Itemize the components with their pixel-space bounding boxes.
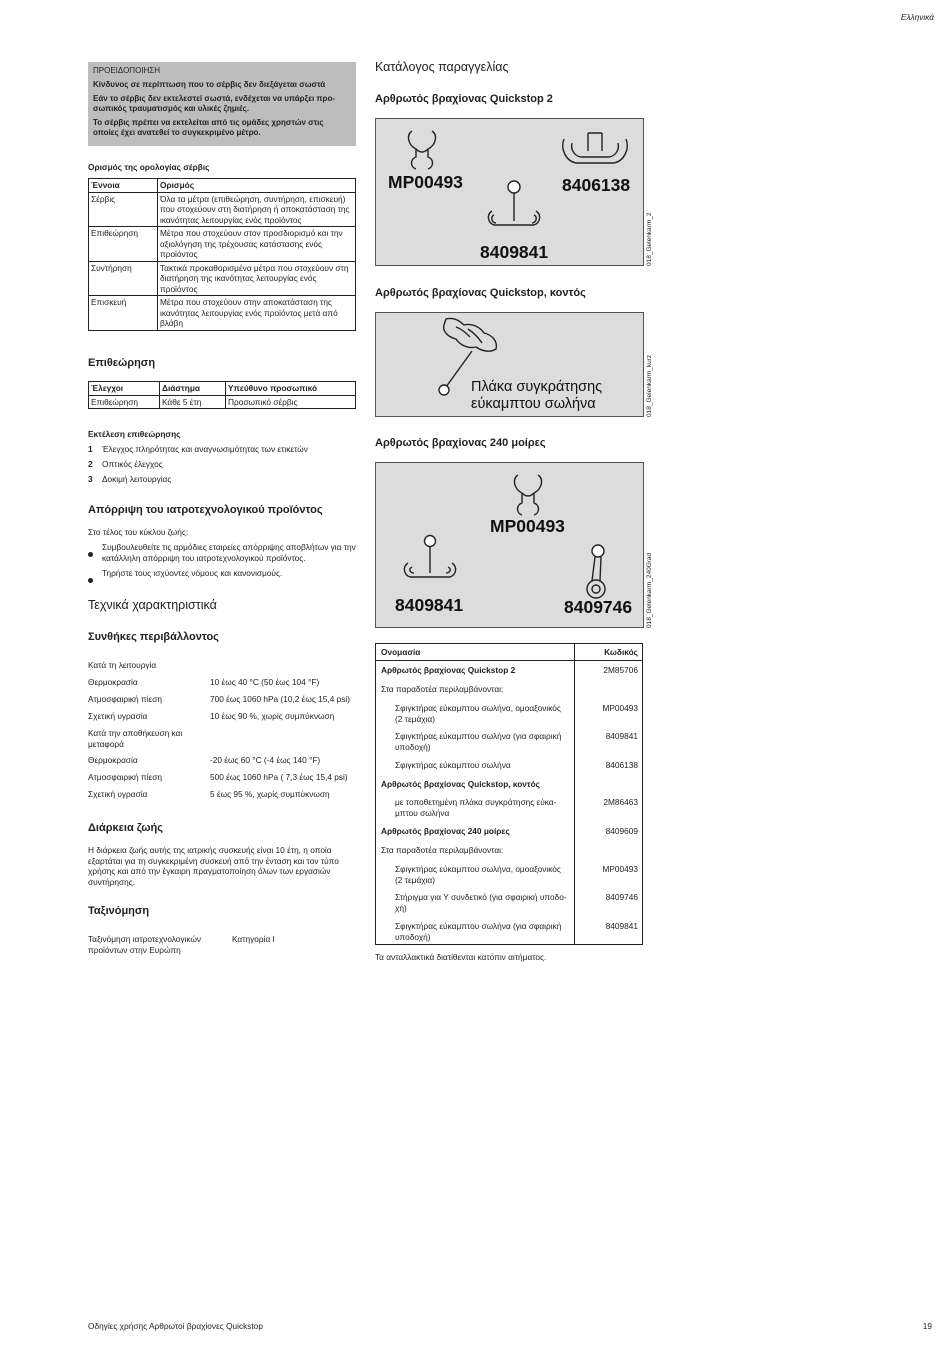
- order-row-code: 8409746: [605, 892, 638, 902]
- warning-line3: Το σέρβις πρέπει να εκτελείται από τις ομάδες χρηστών στις οποίες έχει ανατεθεί το συγκεκριμένο μέτρο.: [93, 118, 324, 137]
- page-number: 19: [922, 1321, 932, 1331]
- order-row-name: Στα παραδοτέα περιλαμβάνονται:: [381, 845, 504, 855]
- table-cell: Επιθεώρηση: [89, 395, 160, 409]
- figure-240-degrees: [375, 462, 644, 628]
- service-terms-table: [88, 178, 356, 331]
- disposal-title: Απόρριψη του ιατροτεχνολογικού προϊόντος: [88, 504, 323, 516]
- order-row-code: 8409609: [605, 826, 638, 836]
- fig1-caption: 018_Gelenkarm_2: [646, 212, 653, 266]
- footer-title: Οδηγίες χρήσης Αρθρωτοί βραχίονες Quickstop: [88, 1321, 263, 1331]
- inspection-table: [88, 381, 356, 409]
- order-row-name: Σφιγκτήρας εύκαμπτου σωλήνα (για σφαιρική υποδοχή): [395, 731, 562, 752]
- step-item: [88, 474, 171, 485]
- spec-value: 10 έως 90 %, χωρίς συμπύκνωση: [210, 711, 335, 721]
- table-row: [89, 296, 356, 331]
- fig1-title: Αρθρωτός βραχίονας Quickstop 2: [375, 93, 553, 105]
- step-number: 3: [88, 474, 93, 484]
- spec-value: 5 έως 95 %, χωρίς συμπύκνωση: [210, 789, 330, 799]
- order-row-code: MP00493: [602, 703, 638, 713]
- holding-plate-label: [471, 379, 602, 413]
- column-header: Ορισμός: [158, 179, 356, 193]
- table-row: [89, 227, 356, 262]
- order-row-name: Σφιγκτήρας εύκαμπτου σωλήνα, ομοαξονικός (2 τεμάχια): [395, 703, 561, 724]
- holding-plate-label-line2: εύκαμπτου σωλήνα: [471, 396, 596, 412]
- lifetime-title: Διάρκεια ζωής: [88, 822, 163, 834]
- table-row: [89, 192, 356, 227]
- term-cell: Επιθεώρηση: [89, 227, 158, 262]
- spec-label: Σχετική υγρασία: [88, 789, 148, 799]
- inspection-title: Επιθεώρηση: [88, 357, 156, 369]
- classification-value: Κατηγορία I: [232, 934, 275, 944]
- catalog-title: Κατάλογος παραγγελίας: [375, 60, 509, 74]
- definition-cell: Τακτικά προκαθορισμένα μέτρα που στοχεύουν στη διατήρηση της ικανότητας λειτουργίας ενός προϊόντος: [158, 261, 356, 296]
- spec-label: Θερμοκρασία: [88, 755, 138, 765]
- step-text: Έλεγχος πληρότητας και αναγνωσιμότητας των ετικετών: [102, 444, 308, 454]
- bullet-icon: [88, 552, 93, 557]
- definition-cell: Όλα τα μέτρα (επιθεώρηση, συντήρηση, επισκευή) που στοχεύουν στη διατήρηση ή αποκατάσταση της ικανότητας λειτουργίας ενός προϊόντος: [158, 192, 356, 227]
- language-label: Ελληνικά: [900, 12, 934, 22]
- definition-cell: Μέτρα που στοχεύουν στην αποκατάσταση της ικανότητας λειτουργίας ενός προϊόντος μετά από βλάβη: [158, 296, 356, 331]
- storage-label: Κατά την αποθήκευση και μεταφορά: [88, 728, 183, 749]
- term-cell: Σέρβις: [89, 192, 158, 227]
- lifetime-text: Η διάρκεια ζωής αυτής της ιατρικής συσκευής είναι 10 έτη, η οποία εξαρτάται για τη συγκεκριμένη συσκευή από την ένταση και τον τύπο χρήσης και από την έγκαιρη πραγματοποίηση όλων των εργασιών συντήρησης.: [88, 845, 339, 887]
- spec-value: 10 έως 40 °C (50 έως 104 °F): [210, 677, 320, 687]
- order-row-name: Αρθρωτός βραχίονας 240 μοίρες: [381, 826, 510, 836]
- table-cell: Κάθε 5 έτη: [160, 395, 226, 409]
- label-mp00493: MP00493: [490, 516, 565, 536]
- column-header: Έλεγχοι: [89, 382, 160, 396]
- disposal-intro: Στο τέλος του κύκλου ζωής:: [88, 527, 189, 537]
- classification-label: Ταξινόμηση ιατροτεχνολογικών προϊόντων στην Ευρώπη: [88, 934, 202, 955]
- environment-title: Συνθήκες περιβάλλοντος: [88, 631, 219, 643]
- order-row-code: 8409841: [605, 731, 638, 741]
- order-row-name: Σφιγκτήρας εύκαμπτου σωλήνα: [395, 760, 511, 770]
- step-number: 1: [88, 444, 93, 454]
- table-cell: Προσωπικό σέρβις: [226, 395, 356, 409]
- table-row: [89, 395, 356, 409]
- label-8409841: 8409841: [480, 242, 549, 262]
- fig2-title: Αρθρωτός βραχίονας Quickstop, κοντός: [375, 287, 586, 299]
- classification-title: Ταξινόμηση: [88, 905, 150, 917]
- label-8406138: 8406138: [562, 175, 631, 195]
- column-header: Διάστημα: [160, 382, 226, 396]
- inspection-exec-title: Εκτέλεση επιθεώρησης: [88, 429, 181, 439]
- disposal-bullet-2: Τηρήστε τους ισχύοντες νόμους και κανονισμούς.: [102, 568, 283, 578]
- figure-quickstop-short: [375, 312, 644, 417]
- fig3-title: Αρθρωτός βραχίονας 240 μοίρες: [375, 437, 546, 449]
- holding-plate-label-line1: Πλάκα συγκράτησης: [471, 379, 603, 395]
- fig3-caption: 018_Gelenkarm_240Grad: [646, 552, 653, 628]
- order-row-code: 2M86463: [603, 797, 638, 807]
- step-item: [88, 444, 308, 455]
- table-header-row: [89, 382, 356, 396]
- order-row-name: Αρθρωτός βραχίονας Quickstop 2: [381, 665, 516, 675]
- term-cell: Επισκευή: [89, 296, 158, 331]
- spec-label: Ατμοσφαιρική πίεση: [88, 772, 162, 782]
- step-item: [88, 459, 163, 470]
- warning-line2: Εάν το σέρβις δεν εκτελεστεί σωστά, ενδέχεται να υπάρξει προ-σωπικός τραυματισμός και υλικές ζημιές.: [93, 94, 336, 113]
- disposal-bullet-1: Συμβουλευθείτε τις αρμόδιες εταιρείες απόρριψης αποβλήτων για την κατάλληλη απόρριψη του ιατροτεχνολογικού προϊόντος.: [102, 542, 356, 563]
- warning-title: ΠΡΟΕΙΔΟΠΟΙΗΣΗ: [93, 66, 161, 75]
- order-row-name: Στα παραδοτέα περιλαμβάνονται:: [381, 684, 504, 694]
- definition-cell: Μέτρα που στοχεύουν στον προσδιορισμό και την αξιολόγηση της τρέχουσας κατάστασης ενός προϊόντος: [158, 227, 356, 262]
- column-header: Ονομασία: [381, 647, 421, 657]
- technical-title: Τεχνικά χαρακτηριστικά: [88, 598, 217, 612]
- step-text: Οπτικός έλεγχος: [102, 459, 163, 469]
- column-header: Έννοια: [89, 179, 158, 193]
- service-terms-title: Ορισμός της ορολογίας σέρβις: [88, 162, 210, 172]
- column-header: Κωδικός: [604, 647, 638, 657]
- spec-value: -20 έως 60 °C (-4 έως 140 °F): [210, 755, 321, 765]
- table-row: [89, 261, 356, 296]
- spec-label: Θερμοκρασία: [88, 677, 138, 687]
- spec-label: Σχετική υγρασία: [88, 711, 148, 721]
- label-8409746: 8409746: [564, 597, 633, 617]
- bullet-icon: [88, 578, 93, 583]
- spec-value: 700 έως 1060 hPa (10,2 έως 15,4 psi): [210, 694, 350, 704]
- term-cell: Συντήρηση: [89, 261, 158, 296]
- order-row-name: Σφιγκτήρας εύκαμπτου σωλήνα (για σφαιρική υποδοχή): [395, 921, 562, 942]
- spec-label: Ατμοσφαιρική πίεση: [88, 694, 162, 704]
- step-number: 2: [88, 459, 93, 469]
- warning-line1: Κίνδυνος σε περίπτωση που το σέρβις δεν διεξάγεται σωστά: [93, 80, 326, 89]
- table-header-row: [89, 179, 356, 193]
- column-divider: [574, 644, 575, 944]
- order-row-name: με τοποθετημένη πλάκα συγκράτησης εύκα-μπτου σωλήνα: [395, 797, 557, 818]
- header-divider: [376, 660, 642, 661]
- operation-label: Κατά τη λειτουργία: [88, 660, 157, 670]
- step-text: Δοκιμή λειτουργίας: [102, 474, 172, 484]
- order-row-code: MP00493: [602, 864, 638, 874]
- spare-parts-note: Τα ανταλλακτικά διατίθενται κατόπιν αιτήματος.: [375, 952, 547, 962]
- label-8409841: 8409841: [395, 595, 464, 615]
- order-row-name: Στήριγμα για Y συνδετικό (για σφαιρική υποδο-χή): [395, 892, 567, 913]
- order-row-code: 8406138: [605, 760, 638, 770]
- order-table: [375, 643, 643, 945]
- order-row-code: 2M85706: [603, 665, 638, 675]
- order-row-name: Αρθρωτός βραχίονας Quickstop, κοντός: [381, 779, 540, 789]
- label-mp00493: MP00493: [388, 172, 463, 192]
- order-row-name: Σφιγκτήρας εύκαμπτου σωλήνα, ομοαξονικός (2 τεμάχια): [395, 864, 561, 885]
- column-header: Υπεύθυνο προσωπικό: [226, 382, 356, 396]
- spec-value: 500 έως 1060 hPa ( 7,3 έως 15,4 psi): [210, 772, 348, 782]
- warning-box: [88, 62, 356, 146]
- fig2-caption: 018_Gelenkarm_kurz: [646, 354, 653, 417]
- order-row-code: 8409841: [605, 921, 638, 931]
- figure-quickstop-2: [375, 118, 644, 266]
